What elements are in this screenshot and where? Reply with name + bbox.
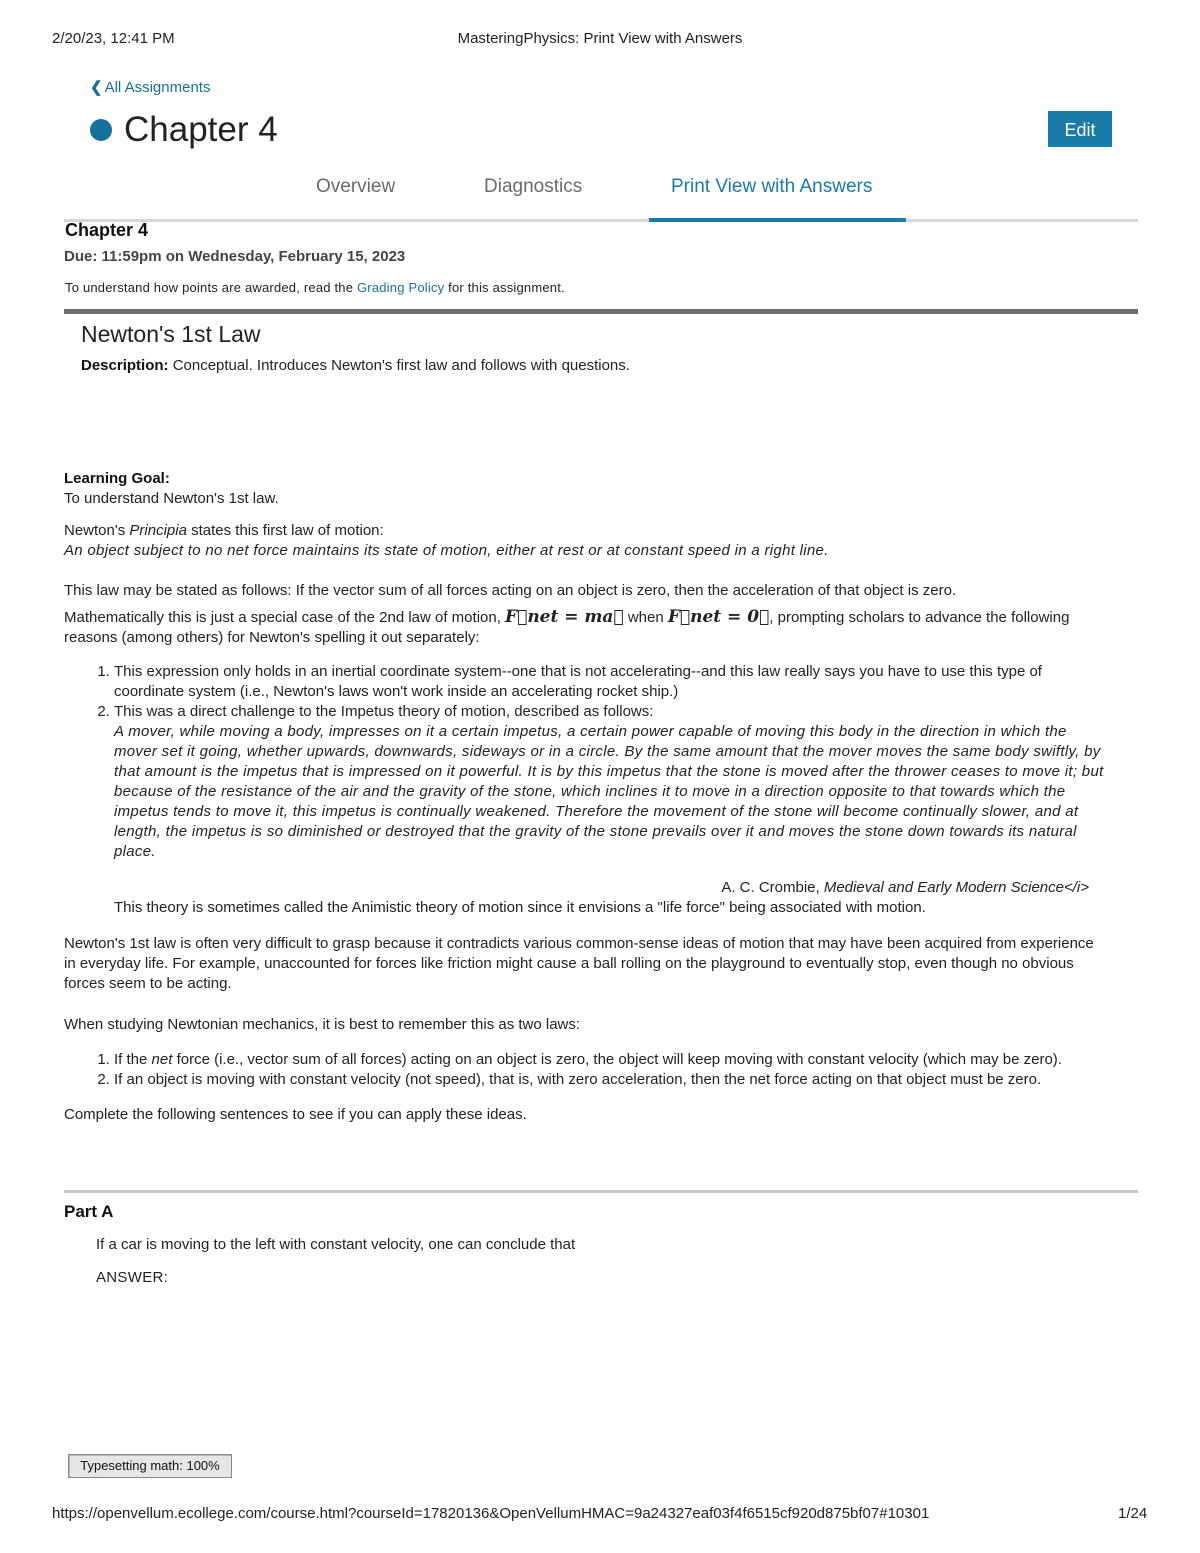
answer-label: ANSWER:	[96, 1269, 169, 1286]
law-item	[114, 1050, 1109, 1070]
two-laws-list	[64, 1050, 1109, 1090]
page-title: Chapter 4	[124, 110, 278, 149]
law1-prefix: If the	[114, 1051, 148, 1068]
due-date: Due: 11:59pm on Wednesday, February 15, 2023	[64, 248, 406, 265]
policy-prefix: To understand how points are awarded, read the	[65, 280, 354, 295]
edit-button[interactable]: Edit	[1048, 111, 1112, 147]
reason-item: 1. This expression only holds in an inertial coordinate system--one that is not accelerating--and this law really says you have to use this type of coordinate system (i.e., Newton's laws won't work inside an accelerating rocket ship.)	[114, 662, 1109, 702]
print-header	[52, 30, 1148, 50]
active-tab-indicator	[649, 218, 906, 222]
animistic-note: This theory is sometimes called the Animistic theory of motion since it envisions a "life force" being associated with motion.	[114, 899, 926, 916]
grading-policy-note	[65, 280, 565, 295]
footer-url: https://openvellum.ecollege.com/course.html?courseId=17820136&OpenVellumHMAC=9a24327eaf03f4f6515cf920d875bf07#10301	[52, 1505, 930, 1522]
section-divider	[64, 309, 1138, 314]
grading-policy-link[interactable]: Grading Policy	[356, 280, 445, 295]
citation-author: A. C. Crombie,	[721, 879, 820, 896]
print-datetime: 2/20/23, 12:41 PM	[52, 30, 175, 47]
principia-suffix: states this first law of motion:	[191, 522, 384, 539]
all-assignments-label: All Assignments	[104, 79, 211, 96]
problem-content	[64, 469, 1109, 1125]
math-paragraph	[64, 607, 1109, 648]
tab-bar	[64, 168, 1138, 222]
math-equation-second-law: F⃗net = ma⃗	[505, 607, 624, 627]
print-title: MasteringPhysics: Print View with Answers	[457, 30, 743, 47]
tab-print-view-with-answers[interactable]: Print View with Answers	[671, 176, 873, 197]
math-when: when	[627, 609, 664, 626]
all-assignments-link[interactable]	[90, 78, 210, 96]
part-a-question: If a car is moving to the left with constant velocity, one can conclude that	[96, 1236, 576, 1253]
citation	[114, 878, 1109, 898]
learning-goal-label: Learning Goal:	[64, 470, 170, 487]
principia-title: Principia	[129, 522, 187, 539]
problem-description	[81, 357, 630, 374]
policy-suffix: for this assignment.	[448, 280, 565, 295]
impetus-quote: A mover, while moving a body, impresses on it a certain impetus, a certain power capable of moving this body in the direction in which the mover set it going, whether upwards, downwards, sideways or in a circle. By the same amount that the mover moves the same body swiftly, by that amount is the impetus that is impressed on it powerful. It is by this impetus that the stone is moved after the thrower ceases to move it; but because of the resistance of the air and the gravity of the stone, which inclines it to move in a direction opposite to that towards which the impetus tends to move it, this impetus is continually weakened. Therefore the movement of the stone will become continually slower, and at length, the impetus is so diminished or destroyed that the gravity of the stone prevails over it and moves the stone down towards its natural place.	[114, 723, 1104, 860]
description-label: Description:	[81, 357, 169, 374]
reason-text: This was a direct challenge to the Impetus theory of motion, described as follows:	[114, 703, 654, 720]
reason-item	[114, 702, 1109, 918]
first-law-quote: An object subject to no net force maintains its state of motion, either at rest or at constant speed in a right line.	[64, 542, 829, 559]
two-laws-intro: When studying Newtonian mechanics, it is best to remember this as two laws:	[64, 1016, 581, 1033]
chevron-left-icon: ❮	[90, 79, 103, 96]
principia-prefix: Newton's	[64, 522, 126, 539]
law1-emphasis: net	[151, 1051, 173, 1068]
restatement: This law may be stated as follows: If the vector sum of all forces acting on an object is zero, then the acceleration of that object is zero.	[64, 582, 957, 599]
law1-suffix: force (i.e., vector sum of all forces) acting on an object is zero, the object will keep moving with constant velocity (which may be zero).	[176, 1051, 1062, 1068]
status-dot-icon	[90, 119, 112, 141]
part-divider	[64, 1190, 1138, 1193]
citation-work: Medieval and Early Modern Science</i>	[823, 879, 1089, 896]
footer-page-number: 1/24	[1118, 1505, 1148, 1522]
learning-goal-text: To understand Newton's 1st law.	[64, 490, 279, 507]
problem-title: Newton's 1st Law	[81, 321, 261, 347]
tab-overview[interactable]: Overview	[316, 176, 396, 197]
principia-paragraph	[64, 521, 1109, 541]
math-prefix: Mathematically this is just a special case of the 2nd law of motion,	[64, 609, 501, 626]
assignment-title: Chapter 4	[65, 220, 149, 240]
tab-diagnostics[interactable]: Diagnostics	[484, 176, 583, 197]
description-text: Conceptual. Introduces Newton's first law and follows with questions.	[172, 357, 630, 374]
law-item: 2. If an object is moving with constant velocity (not speed), that is, with zero acceleration, then the net force acting on that object must be zero.	[114, 1070, 1109, 1090]
difficulty-paragraph: Newton's 1st law is often very difficult to grasp because it contradicts various common-sense ideas of motion that may have been acquired from experience in everyday life. For example, unaccounted for forces like friction might cause a ball rolling on the playground to eventually stop, even though no obvious forces seem to be acting.	[64, 935, 1094, 992]
reasons-list	[64, 662, 1109, 918]
math-equation-zero-net-force: F⃗net = 0⃗	[667, 607, 770, 627]
math-suffix: , prompting scholars to advance the following reasons (among others) for Newton's spelling it out separately:	[64, 609, 1070, 646]
complete-instruction: Complete the following sentences to see if you can apply these ideas.	[64, 1106, 527, 1123]
typesetting-status: Typesetting math: 100%	[68, 1454, 232, 1478]
part-a-title: Part A	[64, 1202, 114, 1221]
